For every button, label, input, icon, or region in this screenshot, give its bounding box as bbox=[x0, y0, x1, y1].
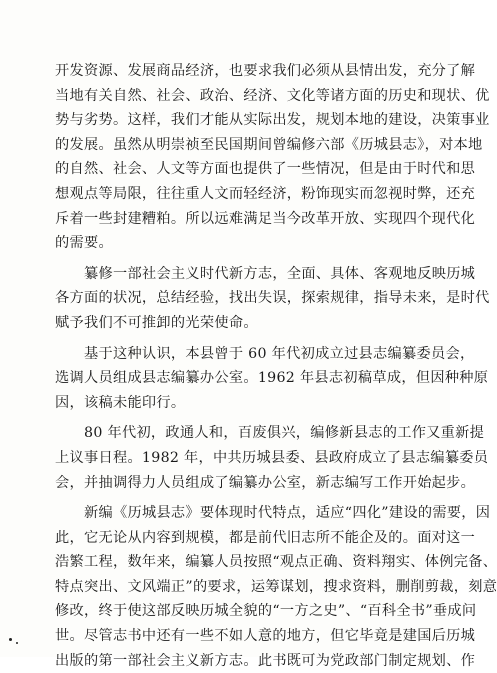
paragraph-5 bbox=[55, 501, 497, 673]
body-text bbox=[55, 59, 497, 673]
text-line: 势与劣势。这样，我们才能从实际出发，规划本地的建设，决策事业 bbox=[55, 112, 490, 129]
text-line: 出版的第一部社会主义新方志。此书既可为党政部门制定规划、作 bbox=[55, 652, 476, 669]
text-line: 斥着一些封建糟粕。所以远难满足当今改革开放、实现四个现代化 bbox=[55, 210, 476, 227]
text-line: 想观点等局限，往往重人文而轻经济，粉饰现实而忽视时弊，还充 bbox=[55, 185, 476, 202]
text-line: 此，它无论从内容到规模，都是前代旧志所不能企及的。面对这一 bbox=[55, 529, 476, 546]
text-line: 的发展。虽然从明崇祯至民国期间曾编修六部《历城县志》，对本地 bbox=[55, 136, 483, 153]
text-line: 的需要。 bbox=[55, 235, 113, 252]
text-line: 浩繁工程，数年来，编纂人员按照“观点正确、资料翔实、体例完备、 bbox=[55, 554, 497, 571]
text-line: 因，该稿未能印行。 bbox=[55, 394, 186, 411]
text-line: 特点突出、文风端正”的要求，运筹谋划，搜求资料，删削剪裁，刻意 bbox=[55, 578, 497, 595]
text-line: 会，并抽调得力人员组成了编纂办公室，新志编写工作开始起步。 bbox=[55, 474, 476, 491]
text-line: 的自然、社会、人文等方面也提供了一些情况，但是由于时代和思 bbox=[55, 161, 476, 178]
text-line: 修改，终于使这部反映历城全貌的“一方之史”、“百科全书”垂成问 bbox=[55, 603, 477, 620]
scan-speck bbox=[16, 642, 18, 644]
text-line: 赋予我们不可推卸的光荣使命。 bbox=[55, 314, 258, 331]
text-line: 选调人员组成县志编纂办公室。1962 年县志初稿草成，但因种种原 bbox=[55, 370, 489, 387]
text-line: 世。尽管志书中还有一些不如人意的地方，但它毕竟是建国后历城 bbox=[55, 628, 476, 645]
paragraph-2 bbox=[55, 262, 490, 336]
text-line: 基于这种认识，本县曾于 60 年代初成立过县志编纂委员会， bbox=[84, 345, 475, 362]
text-line: 上议事日程。1982 年，中共历城县委、县政府成立了县志编纂委员 bbox=[55, 449, 489, 466]
text-line: 80 年代初，政通人和，百废俱兴，编修新县志的工作又重新提 bbox=[84, 425, 485, 442]
paragraph-1 bbox=[55, 59, 490, 256]
text-line: 当地有关自然、社会、政治、经济、文化等诸方面的历史和现状、优 bbox=[55, 87, 490, 104]
text-line: 开发资源、发展商品经济，也要求我们必须从县情出发，充分了解 bbox=[55, 63, 476, 79]
scan-speck bbox=[9, 638, 12, 641]
text-line: 新编《历城县志》要体现时代特点，适应“四化”建设的需要，因 bbox=[84, 505, 491, 522]
paragraph-4 bbox=[55, 421, 489, 495]
text-line: 纂修一部社会主义时代新方志，全面、具体、客观地反映历城 bbox=[84, 265, 476, 282]
paragraph-3 bbox=[55, 342, 489, 416]
text-line: 各方面的状况，总结经验，找出失误，探索规律，指导未来，是时代 bbox=[55, 290, 490, 307]
